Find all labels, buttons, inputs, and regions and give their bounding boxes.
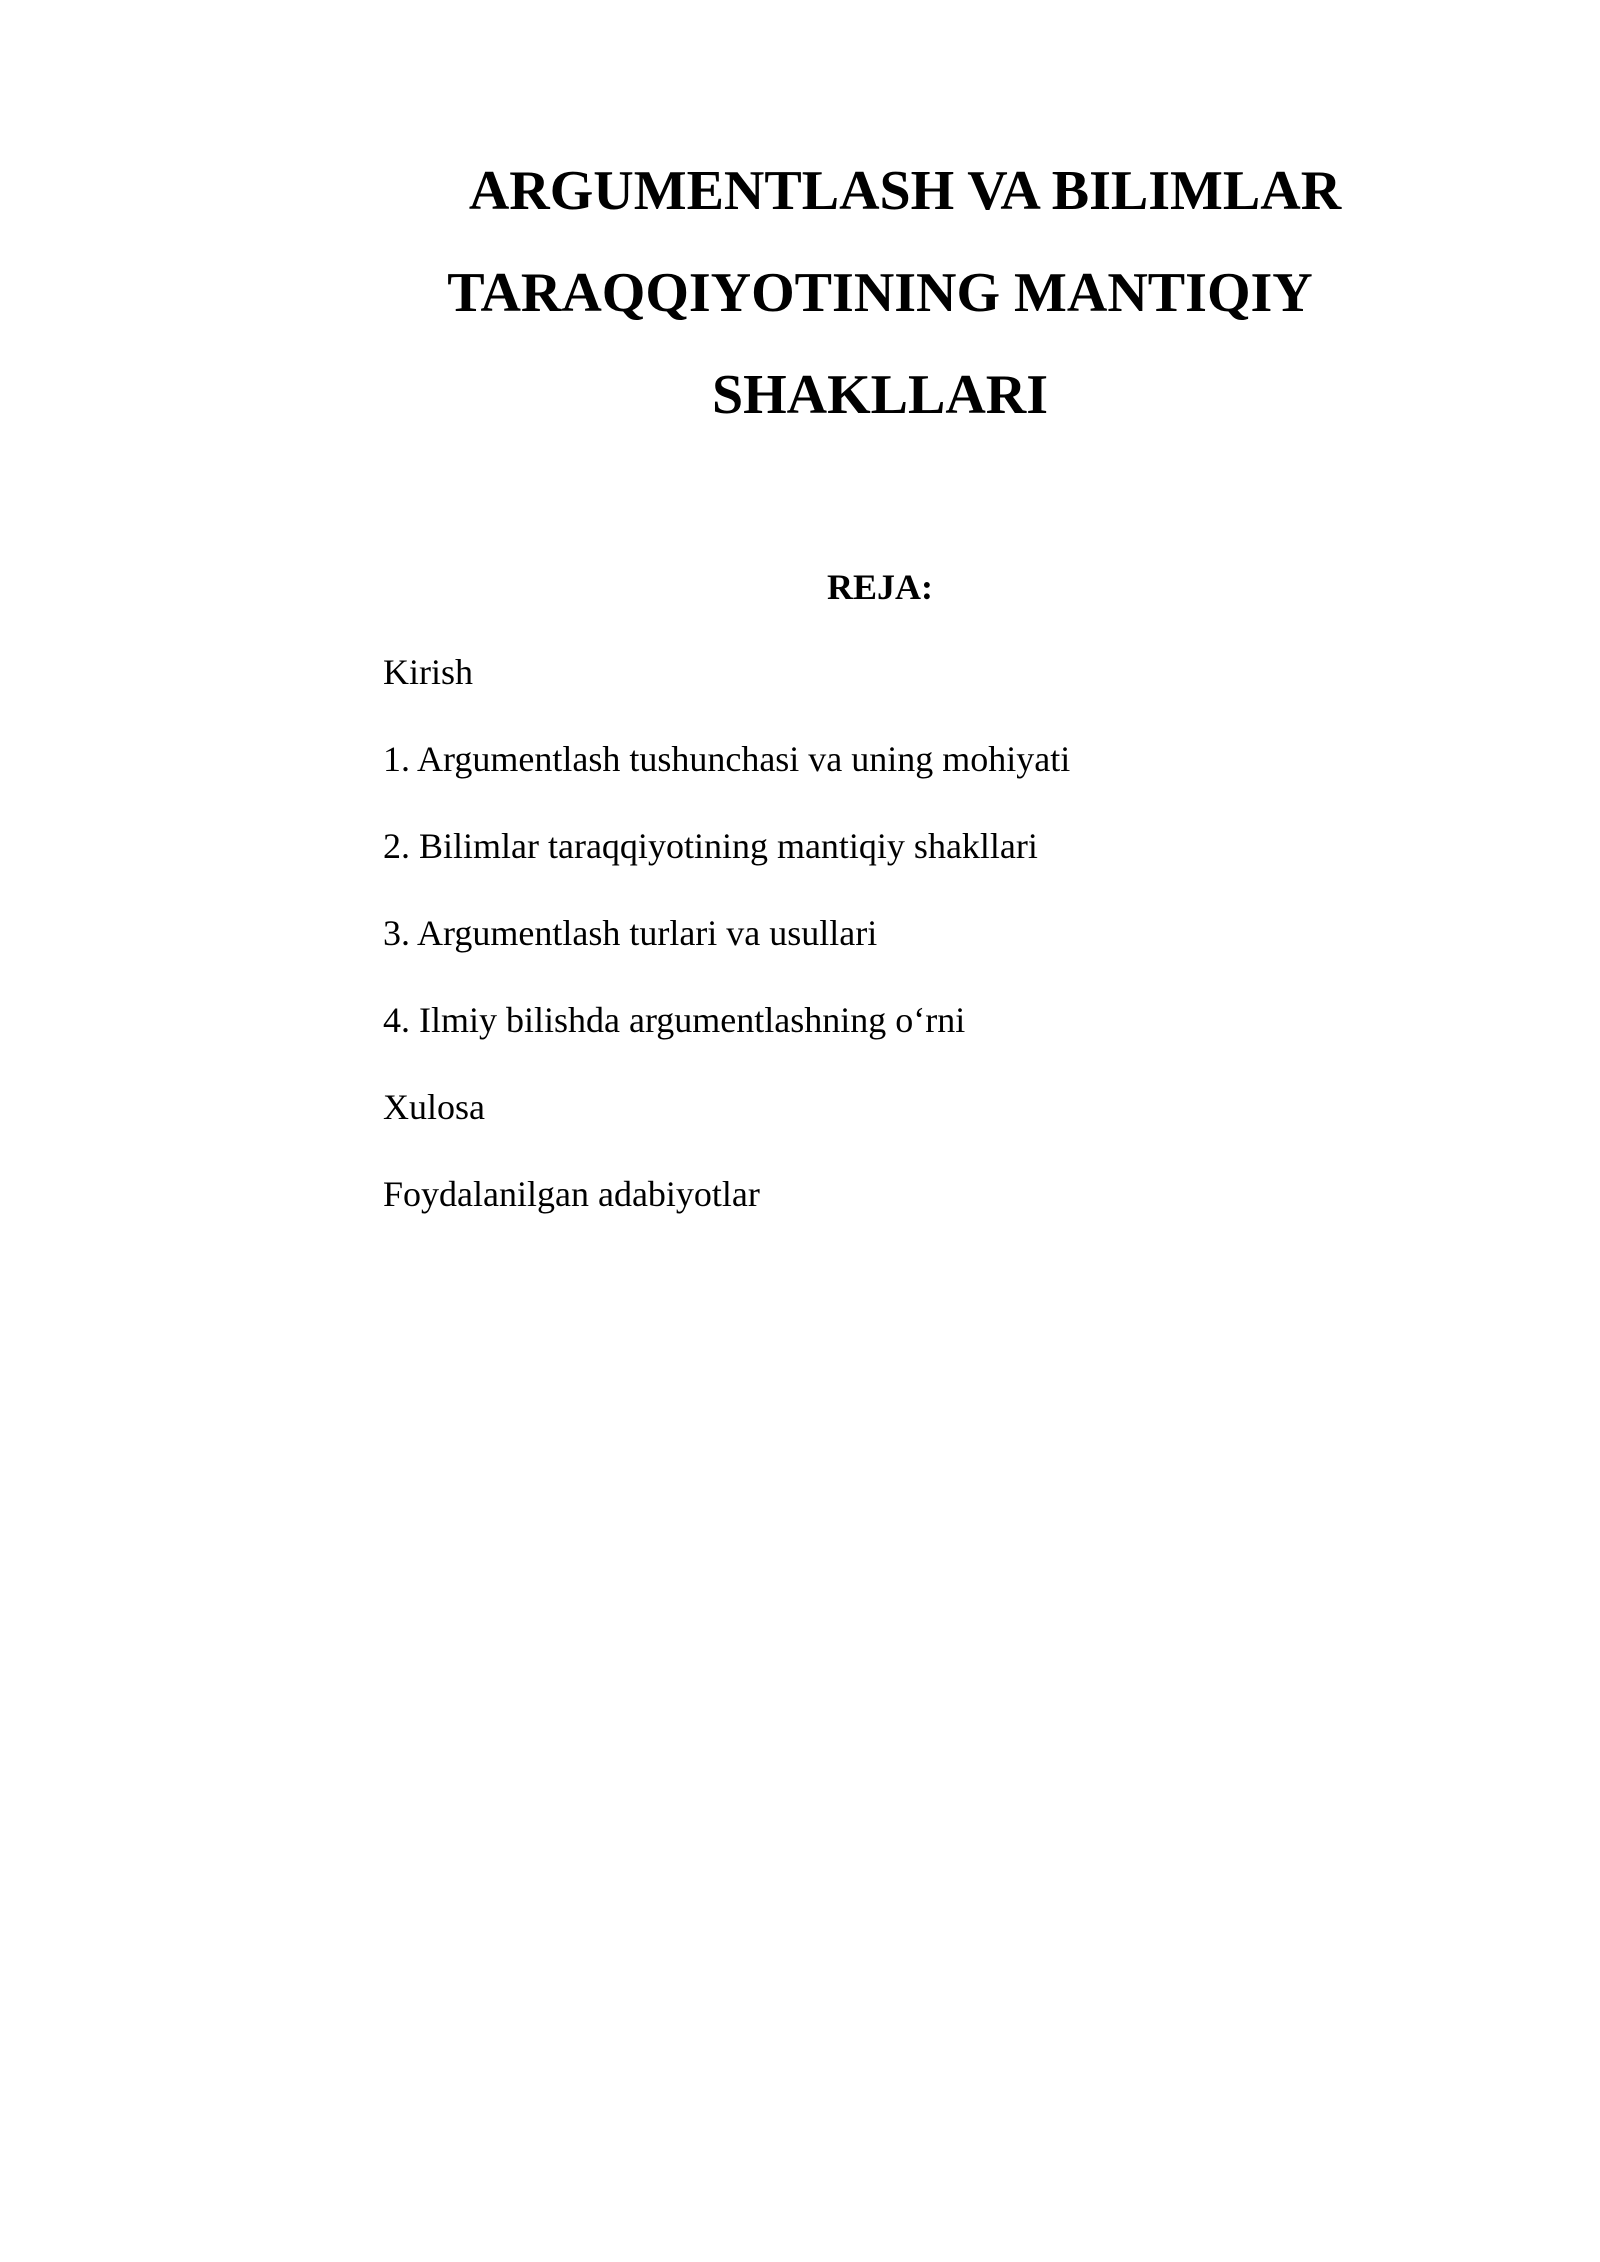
plan-heading: REJA: [827, 567, 933, 607]
title-line: ARGUMENTLASH VA BILIMLAR [468, 160, 1342, 222]
plan-item-4: 4. Ilmiy bilishda argumentlashning o‘rni [383, 1000, 966, 1040]
plan-item-1: 1. Argumentlash tushunchasi va uning mohiyati [383, 739, 1071, 779]
title-line: SHAKLLARI [711, 364, 1049, 426]
plan-item-2: 2. Bilimlar taraqqiyotining mantiqiy shakllari [383, 826, 1038, 866]
plan-item-references: Foydalanilgan adabiyotlar [383, 1174, 760, 1214]
plan-item-3: 3. Argumentlash turlari va usullari [383, 913, 878, 953]
title-line: TARAQQIYOTINING MANTIQIY [447, 262, 1313, 324]
plan-item-introduction: Kirish [383, 652, 473, 692]
plan-item-conclusion: Xulosa [383, 1087, 485, 1127]
document-title [380, 140, 1380, 446]
plan-list [383, 650, 1383, 1259]
